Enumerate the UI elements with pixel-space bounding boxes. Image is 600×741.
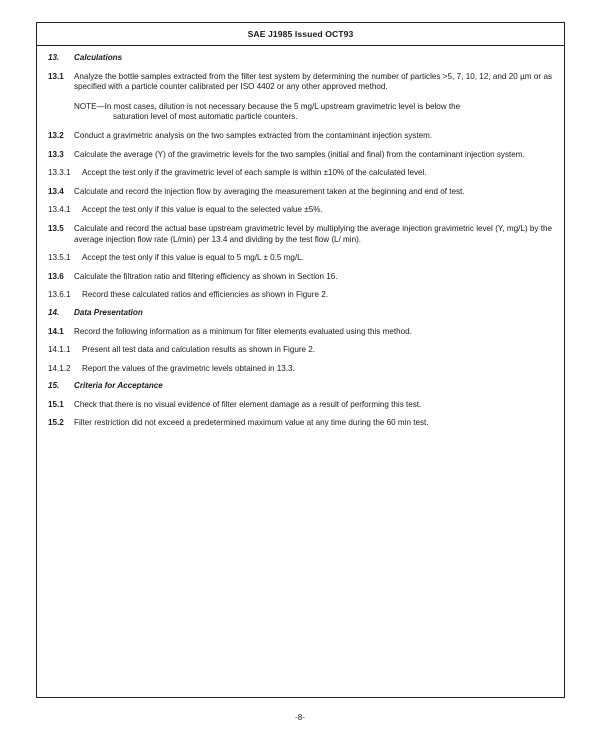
- paragraph-13-5-1: [48, 253, 552, 264]
- paragraph-13-6-1: [48, 290, 552, 301]
- paragraph-text: Calculate the average (Y) of the gravimetric levels for the two samples (initial and final) from the contaminant injection system.: [74, 149, 525, 159]
- paragraph-14-1-2: [48, 364, 552, 375]
- paragraph-number: 15.1: [48, 399, 64, 409]
- paragraph-13-5: [48, 224, 552, 245]
- paragraph-number: 13.5: [48, 223, 64, 233]
- paragraph-13-2: [48, 131, 552, 142]
- section-number: 14.: [48, 307, 60, 317]
- section-title: Calculations: [74, 53, 123, 62]
- paragraph-13-1: [48, 72, 552, 93]
- paragraph-number: 13.4: [48, 186, 64, 196]
- paragraph-14-1-1: [48, 345, 552, 356]
- section-14-heading: [48, 308, 552, 319]
- paragraph-number: 13.1: [48, 71, 64, 81]
- note-line-1: NOTE—In most cases, dilution is not necessary because the 5 mg/L upstream gravimetric level is below the: [74, 101, 461, 111]
- page-frame: [36, 22, 565, 698]
- paragraph-text: Record the following information as a minimum for filter elements evaluated using this method.: [74, 326, 412, 336]
- section-number: 13.: [48, 53, 60, 62]
- page-content: [37, 53, 564, 429]
- paragraph-13-6: [48, 272, 552, 283]
- paragraph-text: Accept the test only if this value is equal to the selected value ±5%.: [82, 205, 323, 215]
- paragraph-number: 13.5.1: [48, 253, 71, 263]
- paragraph-text: Calculate the filtration ratio and filtering efficiency as shown in Section 16.: [74, 271, 338, 281]
- paragraph-text: Check that there is no visual evidence of filter element damage as a result of performing this test.: [74, 399, 422, 409]
- paragraph-number: 15.2: [48, 418, 64, 428]
- note-13-1: [74, 102, 552, 123]
- paragraph-15-1: [48, 400, 552, 411]
- paragraph-text: Accept the test only if the gravimetric level of each sample is within ±10% of the calculated level.: [82, 168, 427, 178]
- section-15-heading: [48, 381, 552, 392]
- paragraph-text: Report the values of the gravimetric levels obtained in 13.3.: [82, 363, 295, 373]
- paragraph-13-3: [48, 150, 552, 161]
- paragraph-number: 13.6.1: [48, 290, 71, 300]
- paragraph-text: Record these calculated ratios and efficiencies as shown in Figure 2.: [82, 290, 328, 300]
- paragraph-number: 13.4.1: [48, 205, 71, 215]
- paragraph-text: Conduct a gravimetric analysis on the two samples extracted from the contaminant injection system.: [74, 130, 433, 140]
- paragraph-number: 14.1.2: [48, 363, 71, 373]
- section-number: 15.: [48, 381, 60, 391]
- paragraph-text: Calculate and record the injection flow by averaging the measurement taken at the beginning and end of test.: [74, 186, 465, 196]
- page-header: SAE J1985 Issued OCT93: [37, 23, 564, 46]
- section-title: Criteria for Acceptance: [74, 381, 163, 391]
- note-line-2: saturation level of most automatic particle counters.: [113, 112, 298, 122]
- paragraph-number: 13.2: [48, 130, 64, 140]
- paragraph-text: Present all test data and calculation results as shown in Figure 2.: [82, 345, 316, 355]
- paragraph-13-4-1: [48, 205, 552, 216]
- paragraph-number: 14.1.1: [48, 345, 71, 355]
- paragraph-15-2: [48, 418, 552, 429]
- paragraph-text: Calculate and record the actual base upstream gravimetric level by multiplying the average injection gravimetric level (Y, mg/L) by the average injection flow rate (L/min) per 13.4 and dividing by the test flow (L/ min).: [74, 223, 552, 244]
- paragraph-text: Filter restriction did not exceed a predetermined maximum value at any time during the 60 min test.: [74, 418, 429, 428]
- paragraph-14-1: [48, 327, 552, 338]
- paragraph-number: 13.3: [48, 149, 64, 159]
- paragraph-number: 14.1: [48, 326, 64, 336]
- paragraph-number: 13.6: [48, 271, 64, 281]
- paragraph-text: Analyze the bottle samples extracted from the filter test system by determining the number of particles >5, 7, 10, 12, and 20 µm or as specified with a particle counter calibrated per ISO 4402 or any other approved method.: [74, 71, 552, 92]
- section-13-heading: [48, 53, 552, 64]
- page-number: -8-: [295, 713, 305, 722]
- paragraph-13-3-1: [48, 168, 552, 179]
- section-title: Data Presentation: [74, 307, 143, 317]
- paragraph-text: Accept the test only if this value is equal to 5 mg/L ± 0.5 mg/L.: [82, 253, 304, 263]
- paragraph-13-4: [48, 187, 552, 198]
- paragraph-number: 13.3.1: [48, 168, 71, 178]
